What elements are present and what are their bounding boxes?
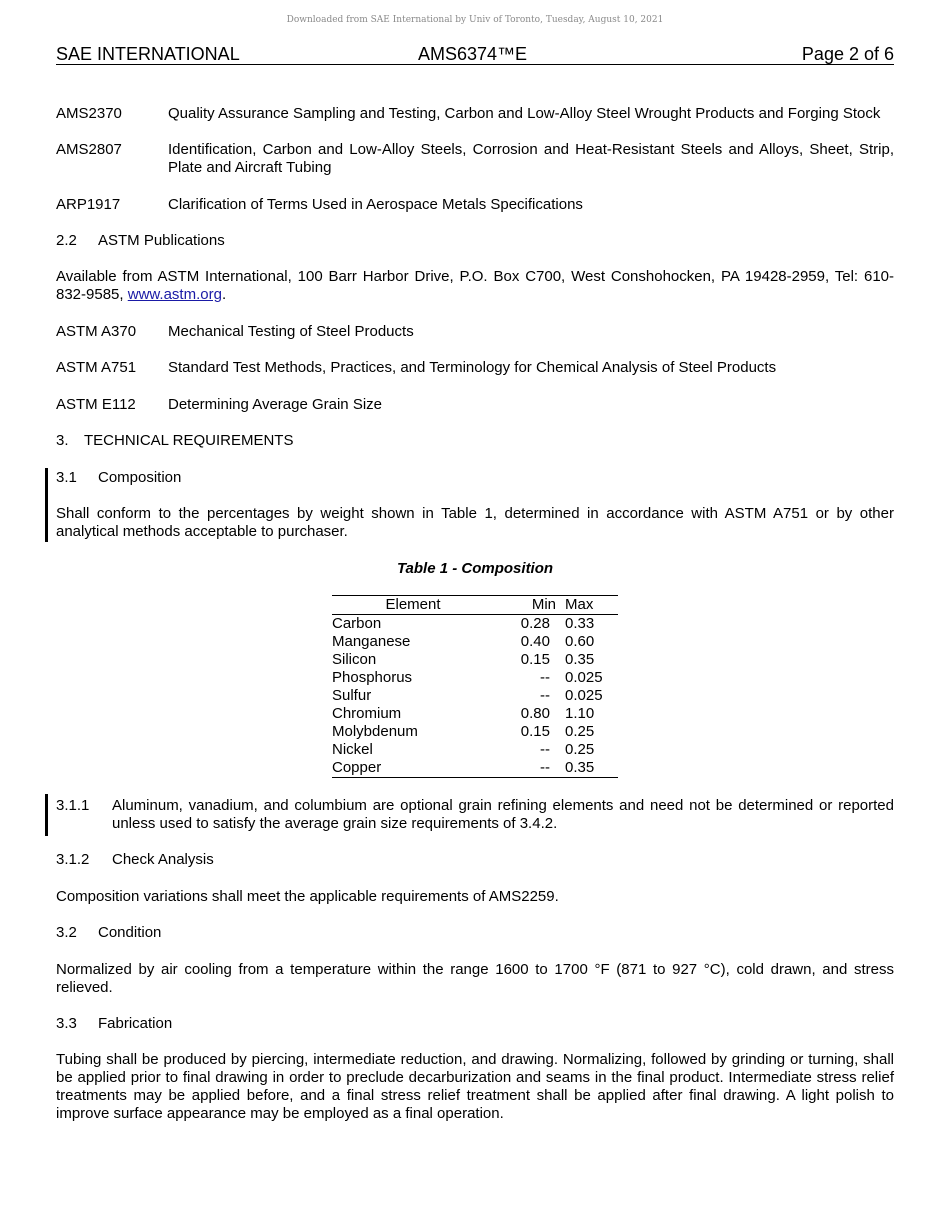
- revision-change-bar: [45, 468, 48, 542]
- max-cell: 0.025: [565, 687, 603, 704]
- reference-item: [56, 323, 894, 341]
- section-heading-2-2: [56, 232, 225, 250]
- max-cell: 1.10: [565, 705, 595, 722]
- min-cell: 0.80: [520, 705, 550, 722]
- fabrication-paragraph: Tubing shall be produced by piercing, intermediate reduction, and drawing. Normalizing, followed by grinding or turning, shall be applied prior to final drawing in order to preclude decarburization and seams in the final product. Intermediate stress relief treatments may be applied before, and a final stress relief treatment shall be applied after final drawing. A light polish to improve surface appearance may be employed as a final operation.: [56, 1051, 894, 1122]
- reference-item: [56, 105, 894, 123]
- table-row: [332, 615, 618, 634]
- astm-availability-paragraph: [56, 268, 894, 304]
- min-cell: 0.15: [520, 723, 550, 740]
- table-row: [332, 687, 618, 705]
- page-header: [56, 44, 894, 65]
- reference-item: [56, 196, 894, 214]
- column-header-element: Element: [385, 596, 441, 613]
- min-cell: --: [540, 759, 550, 776]
- column-header-min: Min: [531, 596, 556, 613]
- reference-title: Quality Assurance Sampling and Testing, Carbon and Low-Alloy Steel Wrought Products and Forging Stock: [168, 105, 881, 122]
- max-cell: 0.25: [565, 723, 595, 740]
- min-cell: --: [540, 669, 550, 686]
- reference-item: [56, 359, 894, 377]
- astm-address-text: Available from ASTM International, 100 Barr Harbor Drive, P.O. Box C700, West Conshohocken, PA 19428-2959, Tel: 610-832-9585,: [56, 268, 894, 303]
- composition-table: [332, 595, 618, 778]
- section-heading-3-3: [56, 1015, 172, 1033]
- section-title: Check Analysis: [112, 851, 214, 868]
- header-doc-number: AMS6374™E: [418, 44, 528, 64]
- section-title: Composition: [98, 469, 182, 486]
- condition-paragraph: Normalized by air cooling from a temperature within the range 1600 to 1700 °F (871 to 927 °C), cold drawn, and stress relieved.: [56, 961, 894, 996]
- element-cell: Copper: [332, 759, 382, 776]
- section-number: 3.: [56, 432, 69, 449]
- max-cell: 0.25: [565, 741, 595, 758]
- table-row: [332, 759, 618, 778]
- table-row: [332, 741, 618, 759]
- max-cell: 0.35: [565, 759, 595, 776]
- element-cell: Sulfur: [332, 687, 372, 704]
- composition-paragraph: Shall conform to the percentages by weight shown in Table 1, determined in accordance with ASTM A751 or by other analytical methods acceptable to purchaser.: [56, 505, 894, 540]
- section-number: 3.1: [56, 469, 77, 486]
- section-number: 3.3: [56, 1015, 77, 1032]
- reference-title: Mechanical Testing of Steel Products: [168, 323, 414, 340]
- section-heading-3-2: [56, 924, 161, 942]
- header-publisher: SAE INTERNATIONAL: [56, 44, 240, 64]
- max-cell: 0.60: [565, 633, 595, 650]
- reference-code: AMS2807: [56, 141, 122, 158]
- element-cell: Silicon: [332, 651, 377, 668]
- reference-code: ASTM E112: [56, 396, 136, 413]
- reference-title: Identification, Carbon and Low-Alloy Steels, Corrosion and Heat-Resistant Steels and Alloys, Sheet, Strip, Plate and Aircraft Tubing: [168, 141, 894, 176]
- reference-code: ASTM A751: [56, 359, 137, 376]
- section-number: 3.1.2: [56, 851, 90, 868]
- min-cell: 0.15: [520, 651, 550, 668]
- section-title: ASTM Publications: [98, 232, 225, 249]
- reference-item: [56, 141, 894, 177]
- element-cell: Phosphorus: [332, 669, 413, 686]
- section-title: Fabrication: [98, 1015, 173, 1032]
- revision-change-bar: [45, 794, 48, 836]
- element-cell: Nickel: [332, 741, 373, 758]
- section-title: TECHNICAL REQUIREMENTS: [84, 432, 294, 449]
- element-cell: Manganese: [332, 633, 411, 650]
- max-cell: 0.33: [565, 615, 595, 632]
- element-cell: Carbon: [332, 615, 382, 632]
- table-caption: Table 1 - Composition: [396, 560, 554, 577]
- reference-title: Clarification of Terms Used in Aerospace Metals Specifications: [168, 196, 583, 213]
- section-number: 3.1.1: [56, 797, 90, 814]
- element-cell: Molybdenum: [332, 723, 418, 740]
- section-text: Aluminum, vanadium, and columbium are optional grain refining elements and need not be determined or reported unless used to satisfy the average grain size requirements of 3.4.2.: [112, 797, 894, 832]
- table-header-row: [332, 596, 618, 615]
- header-page-number: Page 2 of 6: [801, 44, 894, 64]
- table-row: [332, 723, 618, 741]
- astm-website-link[interactable]: www.astm.org: [127, 286, 222, 303]
- table-row: [332, 633, 618, 651]
- section-3-1-1: [56, 797, 894, 833]
- check-analysis-paragraph: Composition variations shall meet the applicable requirements of AMS2259.: [56, 888, 559, 905]
- reference-code: AMS2370: [56, 105, 122, 122]
- column-header-max: Max: [565, 596, 594, 613]
- section-number: 3.2: [56, 924, 77, 941]
- min-cell: 0.28: [520, 615, 550, 632]
- table-row: [332, 669, 618, 687]
- reference-code: ARP1917: [56, 196, 121, 213]
- reference-code: ASTM A370: [56, 323, 137, 340]
- reference-title: Determining Average Grain Size: [168, 396, 382, 413]
- table-row: [332, 651, 618, 669]
- min-cell: --: [540, 741, 550, 758]
- table-row: [332, 705, 618, 723]
- min-cell: --: [540, 687, 550, 704]
- reference-title: Standard Test Methods, Practices, and Terminology for Chemical Analysis of Steel Products: [168, 359, 777, 376]
- astm-period: .: [221, 286, 227, 303]
- min-cell: 0.40: [520, 633, 550, 650]
- element-cell: Chromium: [332, 705, 402, 722]
- section-heading-3-1-2: [56, 851, 214, 869]
- section-heading-3: [56, 432, 293, 450]
- reference-item: [56, 396, 894, 414]
- section-number: 2.2: [56, 232, 77, 249]
- download-watermark: Downloaded from SAE International by Univ of Toronto, Tuesday, August 10, 2021: [286, 15, 664, 25]
- section-title: Condition: [98, 924, 162, 941]
- max-cell: 0.025: [565, 669, 603, 686]
- section-heading-3-1: [56, 469, 181, 487]
- max-cell: 0.35: [565, 651, 595, 668]
